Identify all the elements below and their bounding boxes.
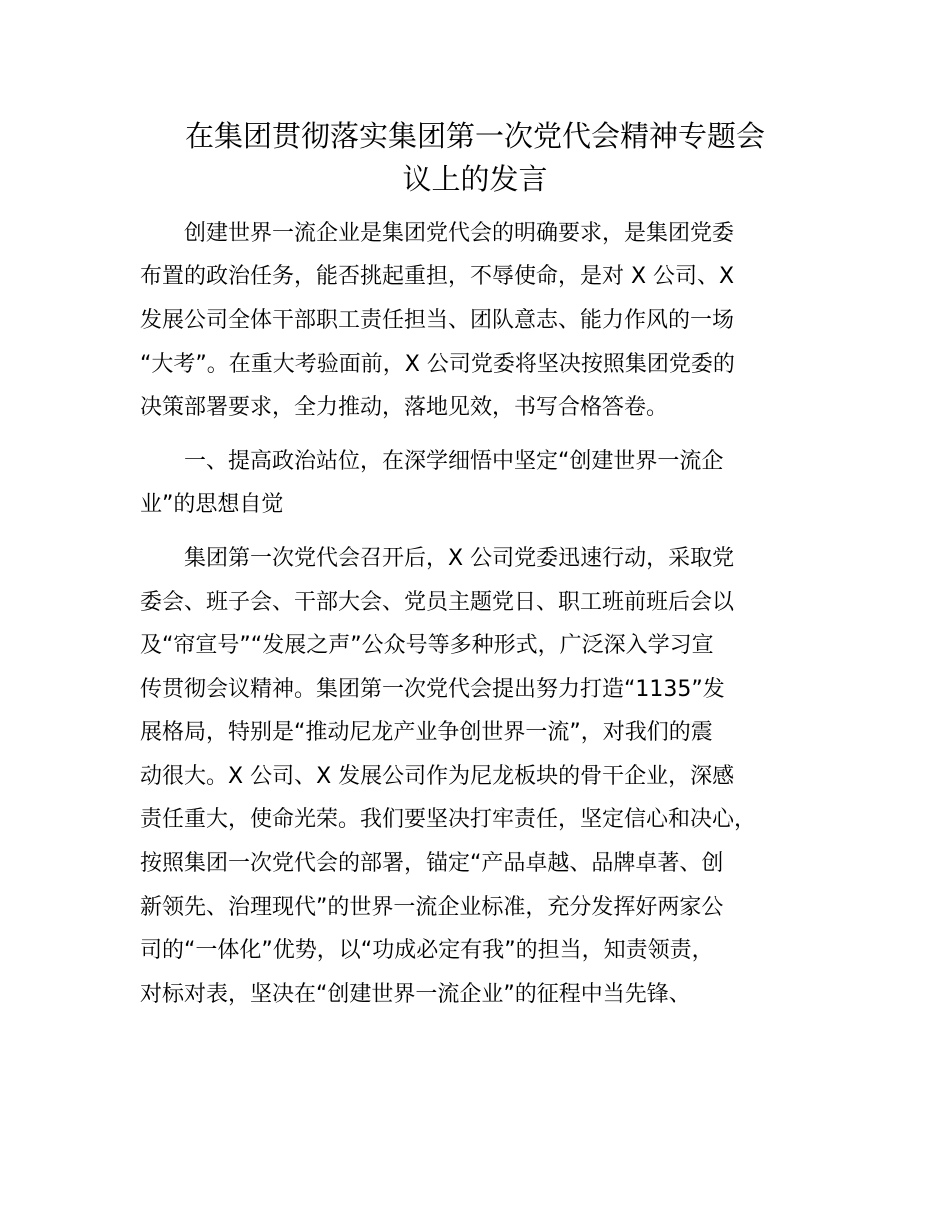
paragraph-3-line: 按照集团一次党代会的部署，锚定“产品卓越、品牌卓著、创: [140, 851, 724, 876]
document-title-line-2: 议上的发言: [402, 162, 548, 196]
paragraph-1-line: 决策部署要求，全力推动，落地见效，书写合格答卷。: [140, 395, 669, 420]
paragraph-3-line: 及“帘宣号”“发展之声”公众号等多种形式，广泛深入学习宣: [140, 633, 714, 658]
paragraph-3-line: 集团第一次党代会召开后，X 公司党委迅速行动，采取党: [140, 546, 735, 571]
paragraph-3-line: 传贯彻会议精神。集团第一次党代会提出努力打造“1135”发: [140, 677, 725, 702]
paragraph-3-line: 司的“一体化”优势，以“功成必定有我”的担当，知责领责，: [140, 938, 714, 963]
paragraph-1-line: “大考”。在重大考验面前，X 公司党委将坚决按照集团党委的: [140, 352, 735, 377]
paragraph-1-line: 创建世界一流企业是集团党代会的明确要求，是集团党委: [140, 221, 735, 246]
paragraph-1-line: 发展公司全体干部职工责任担当、团队意志、能力作风的一场: [140, 308, 735, 333]
paragraph-3-line: 展格局，特别是“推动尼龙产业争创世界一流”，对我们的震: [140, 720, 713, 745]
paragraph-3-line: 对标对表，坚决在“创建世界一流企业”的征程中当先锋、: [140, 982, 691, 1007]
paragraph-3-line: 委会、班子会、干部大会、党员主题党日、职工班前班后会以: [140, 590, 735, 615]
document-title-line-1: 在集团贯彻落实集团第一次党代会精神专题会: [184, 119, 765, 153]
paragraph-3-line: 动很大。X 公司、X 发展公司作为尼龙板块的骨干企业，深感: [140, 764, 735, 789]
section-heading-line: 一、提高政治站位，在深学细悟中坚定“创建世界一流企: [140, 449, 724, 474]
paragraph-3-line: 新领先、治理现代”的世界一流企业标准，充分发挥好两家公: [140, 895, 724, 920]
section-heading-line: 业”的思想自觉: [140, 492, 284, 517]
paragraph-3-line: 责任重大，使命光荣。我们要坚决打牢责任，坚定信心和决心，: [140, 807, 757, 832]
paragraph-1-line: 布置的政治任务，能否挑起重担，不辱使命，是对 X 公司、X: [140, 264, 735, 289]
